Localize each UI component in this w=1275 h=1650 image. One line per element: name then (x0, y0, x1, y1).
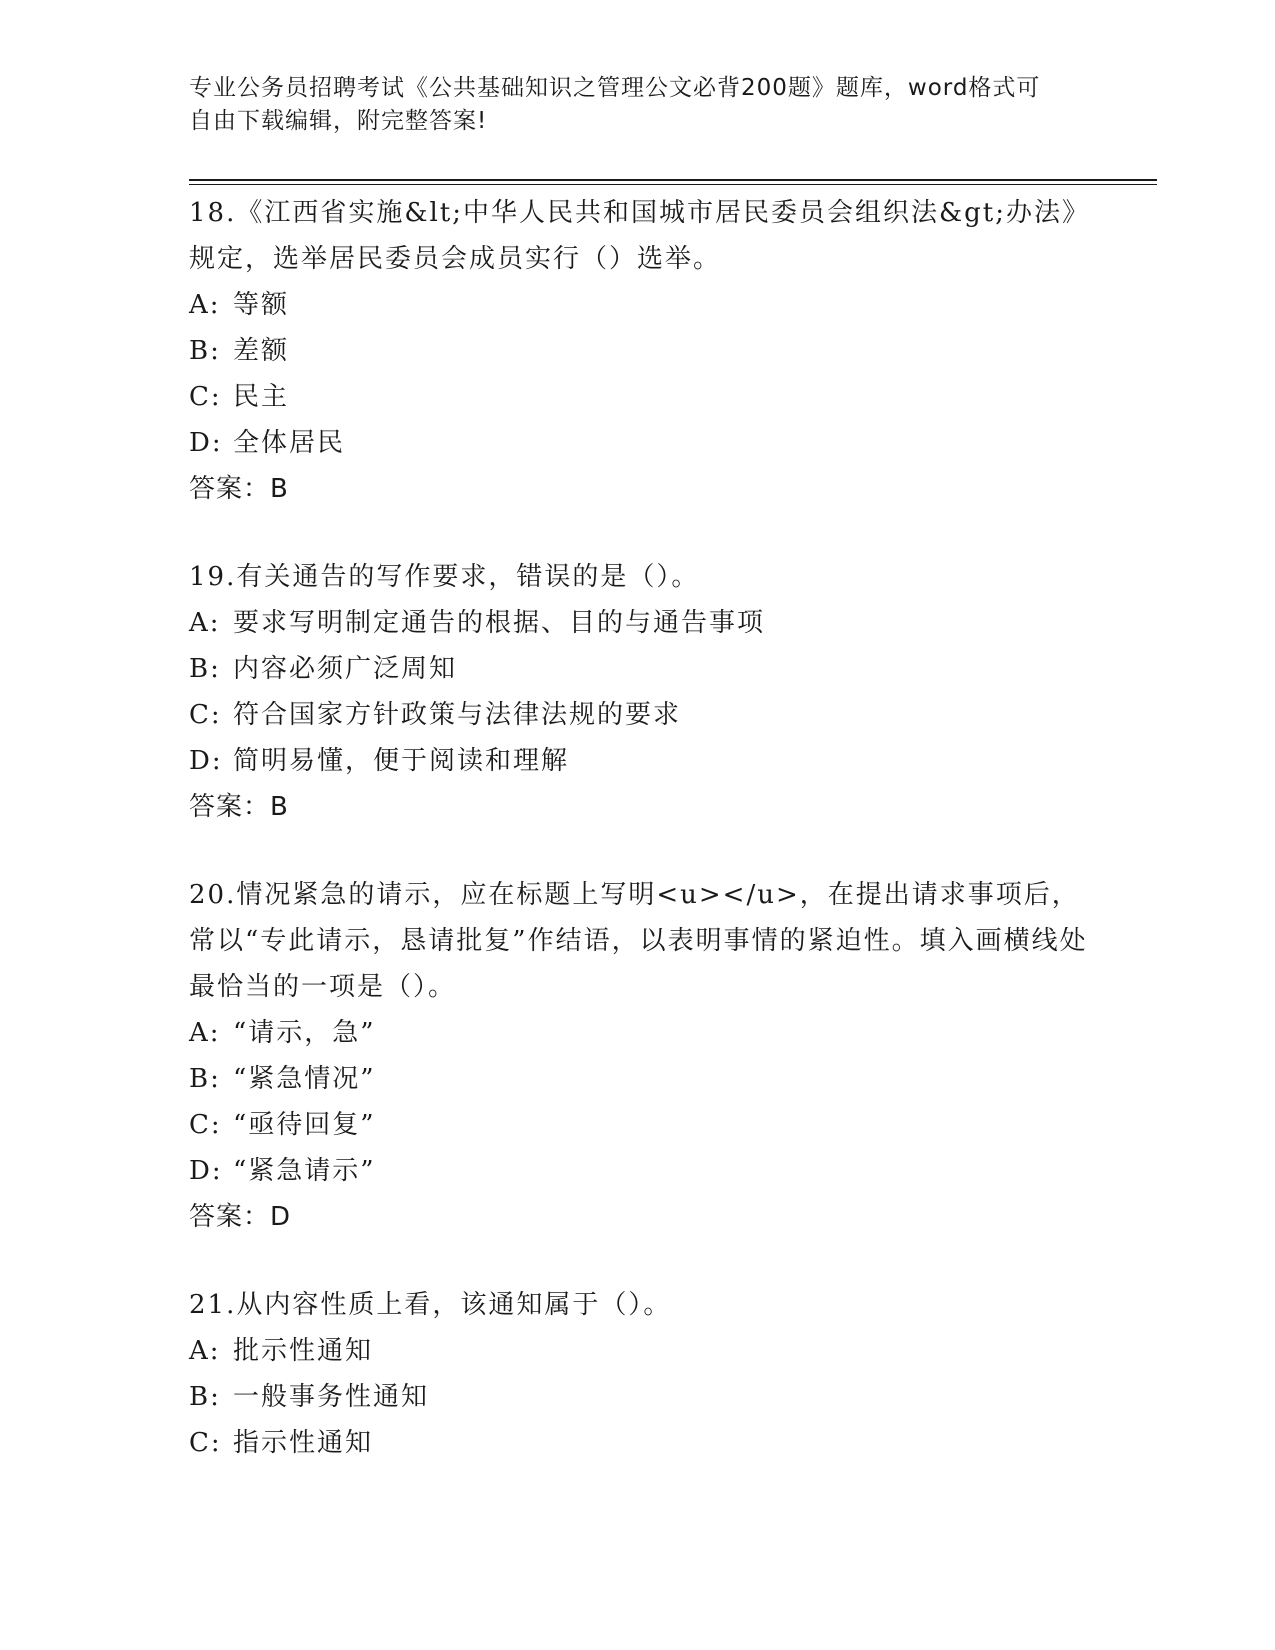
option-b (189, 1056, 1089, 1102)
answer-label: 答案：D (189, 1202, 292, 1232)
header-line-1: 专业公务员招聘考试《公共基础知识之管理公文必背200题》题库，word格式可 (189, 75, 1041, 101)
option-letter: A: (189, 608, 221, 638)
option-c (189, 1420, 1089, 1466)
header-divider-thick (189, 179, 1157, 181)
question-list (189, 190, 1089, 1508)
option-letter: A: (189, 290, 221, 320)
question-text: 21.从内容性质上看，该通知属于（）。 (189, 1290, 672, 1320)
option-text: “紧急请示” (233, 1156, 376, 1186)
question-text: 19.有关通告的写作要求，错误的是（）。 (189, 562, 700, 592)
option-letter: B: (189, 336, 221, 366)
answer-label: 答案：B (189, 474, 289, 504)
option-text: “紧急情况” (233, 1064, 376, 1094)
option-b (189, 1374, 1089, 1420)
answer-label: 答案：B (189, 792, 289, 822)
option-letter: D: (189, 428, 223, 458)
option-text: “亟待回复” (233, 1110, 376, 1140)
option-c (189, 374, 1089, 420)
option-d (189, 420, 1089, 466)
option-text: 要求写明制定通告的根据、目的与通告事项 (233, 608, 766, 638)
option-text: 等额 (233, 290, 290, 320)
option-b (189, 328, 1089, 374)
option-b (189, 646, 1089, 692)
option-letter: D: (189, 1156, 223, 1186)
option-text: “请示，急” (233, 1018, 376, 1048)
option-letter: D: (189, 746, 223, 776)
option-letter: B: (189, 1064, 221, 1094)
option-text: 符合国家方针政策与法律法规的要求 (233, 700, 682, 730)
question-text: 20.情况紧急的请示，应在标题上写明<u></u>，在提出请求事项后，常以“专此请示，恳请批复”作结语，以表明事情的紧迫性。填入画横线处最恰当的一项是（）。 (189, 880, 1088, 1002)
document-header (189, 72, 1089, 138)
option-text: 全体居民 (233, 428, 346, 458)
option-letter: C: (189, 700, 222, 730)
option-d (189, 1148, 1089, 1194)
option-letter: A: (189, 1336, 221, 1366)
option-c (189, 1102, 1089, 1148)
option-letter: B: (189, 654, 221, 684)
option-letter: A: (189, 1018, 221, 1048)
option-letter: C: (189, 1110, 222, 1140)
option-c (189, 692, 1089, 738)
option-a (189, 600, 1089, 646)
question-text: 18.《江西省实施&lt;中华人民共和国城市居民委员会组织法&gt;办法》规定，选举居民委员会成员实行（）选举。 (189, 198, 1078, 274)
question-20 (189, 872, 1089, 1240)
option-text: 民主 (233, 382, 290, 412)
header-divider-thin (189, 184, 1157, 185)
option-d (189, 738, 1089, 784)
option-text: 内容必须广泛周知 (233, 654, 458, 684)
option-letter: B: (189, 1382, 221, 1412)
option-a (189, 282, 1089, 328)
option-letter: C: (189, 382, 222, 412)
option-text: 指示性通知 (233, 1428, 374, 1458)
option-letter: C: (189, 1428, 222, 1458)
question-21 (189, 1282, 1089, 1466)
option-a (189, 1010, 1089, 1056)
option-text: 批示性通知 (233, 1336, 374, 1366)
question-19 (189, 554, 1089, 830)
option-text: 一般事务性通知 (233, 1382, 430, 1412)
option-text: 简明易懂，便于阅读和理解 (233, 746, 570, 776)
option-text: 差额 (233, 336, 290, 366)
question-18 (189, 190, 1089, 512)
option-a (189, 1328, 1089, 1374)
header-line-2: 自由下载编辑，附完整答案! (189, 108, 488, 134)
